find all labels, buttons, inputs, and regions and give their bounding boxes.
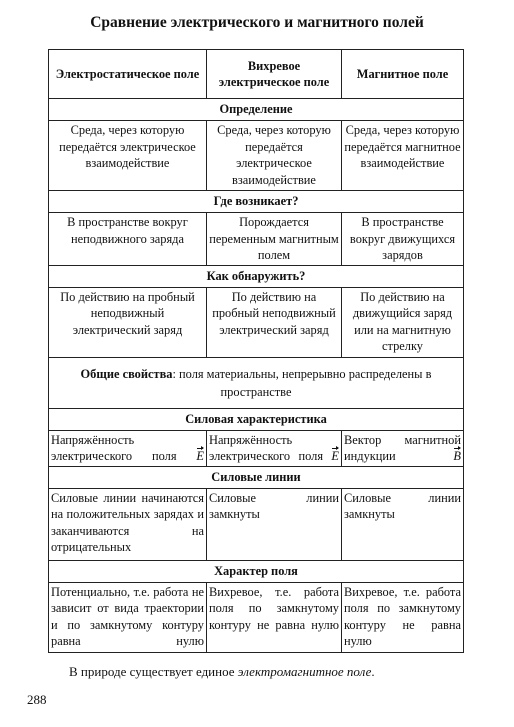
header-vortex: Вихревое электрическое поле: [207, 50, 342, 99]
section-origin: Где возникает?: [49, 191, 464, 213]
vector-symbol: B: [453, 449, 461, 463]
section-definition: Определение: [49, 99, 464, 121]
cell-force-electrostatic: [49, 430, 207, 466]
cell-character-magnetic: Вихревое, т.е. работа поля по замкнутому контуру не равна нулю: [342, 582, 464, 652]
cell-definition-vortex: Среда, через которую передаётся электрическое взаимодействие: [207, 121, 342, 191]
vector-symbol: E: [196, 449, 204, 463]
force-text: Вектор магнитной индукции: [344, 432, 461, 463]
section-character: Характер поля: [49, 560, 464, 582]
cell-definition-electrostatic: Среда, через которую передаётся электрическое взаимодействие: [49, 121, 207, 191]
common-properties: [49, 357, 464, 408]
table-row: [49, 488, 464, 560]
footer-prefix: В природе существует единое: [69, 664, 238, 679]
table-row: [49, 213, 464, 266]
section-force: Силовая характеристика: [49, 408, 464, 430]
header-electrostatic: Электростатическое поле: [49, 50, 207, 99]
page-title: Сравнение электрического и магнитного полей: [90, 14, 424, 31]
cell-origin-magnetic: В пространстве вокруг движущихся зарядов: [342, 213, 464, 266]
cell-lines-electrostatic: Силовые линии начинаются на положительных зарядах и заканчиваются на отрицательных: [49, 488, 207, 560]
cell-definition-magnetic: Среда, через которую передаётся магнитное взаимодействие: [342, 121, 464, 191]
table-row: [49, 582, 464, 652]
section-lines: Силовые линии: [49, 466, 464, 488]
cell-lines-magnetic: Силовые линии замкнуты: [342, 488, 464, 560]
cell-origin-vortex: Порождается переменным магнитным полем: [207, 213, 342, 266]
header-row: [49, 50, 464, 99]
cell-character-electrostatic: Потенциально, т.е. работа не зависит от вида траектории и по замкнутому контуру равна нулю: [49, 582, 207, 652]
footer-suffix: .: [371, 664, 375, 679]
vector-symbol: E: [331, 449, 339, 463]
common-properties-label: Общие свойства: [80, 366, 173, 381]
cell-lines-vortex: Силовые линии замкнуты: [207, 488, 342, 560]
cell-detection-vortex: По действию на пробный неподвижный электрический заряд: [207, 287, 342, 357]
force-text: Напряжённость электрического поля: [209, 432, 324, 463]
cell-force-magnetic: [342, 430, 464, 466]
comparison-table: [48, 49, 464, 653]
footer-note: [69, 664, 375, 680]
table-row: [49, 287, 464, 357]
footer-emphasis: электромагнитное поле: [237, 664, 372, 679]
cell-character-vortex: Вихревое, т.е. работа поля по замкнутому контуру не равна нулю: [207, 582, 342, 652]
cell-detection-electrostatic: По действию на пробный неподвижный электрический заряд: [49, 287, 207, 357]
page-number: 288: [27, 692, 47, 707]
cell-force-vortex: [207, 430, 342, 466]
common-properties-text: : поля материальны, непрерывно распределены в пространстве: [172, 366, 432, 399]
table-row: [49, 430, 464, 466]
header-magnetic: Магнитное поле: [342, 50, 464, 99]
table-row: [49, 121, 464, 191]
cell-detection-magnetic: По действию на движущийся заряд или на магнитную стрелку: [342, 287, 464, 357]
section-detection: Как обнаружить?: [49, 265, 464, 287]
cell-origin-electrostatic: В пространстве вокруг неподвижного заряда: [49, 213, 207, 266]
force-text: Напряжённость электрического поля: [51, 432, 177, 463]
